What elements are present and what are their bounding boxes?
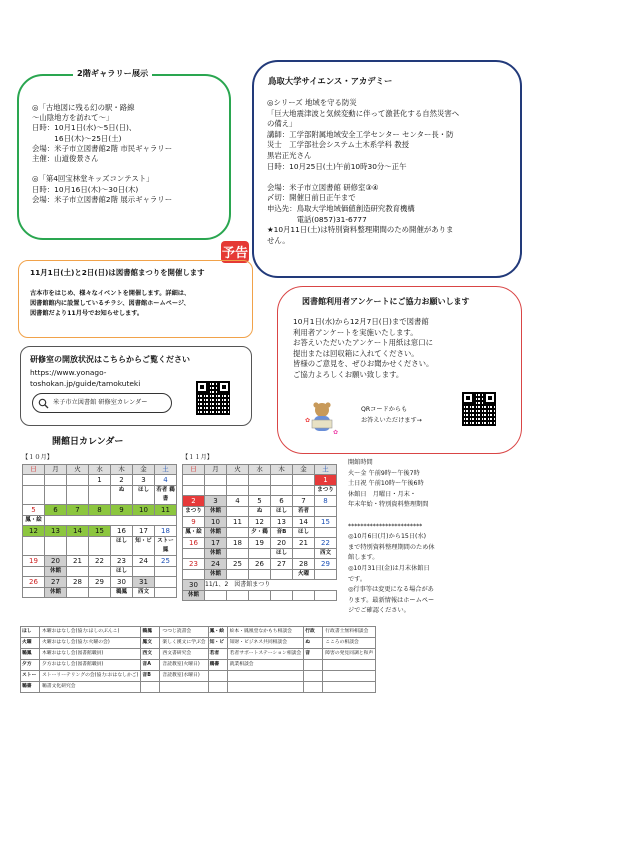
calendar-day: 25	[227, 559, 249, 570]
gallery-line: ◎「古地図に残る幻の駅・路線	[32, 103, 135, 112]
calendar-note	[183, 486, 205, 496]
calendar-note	[23, 567, 45, 577]
legend-desc: つつじ読書会	[160, 627, 208, 638]
calendar-day: 12	[249, 517, 271, 528]
survey-qr-note-line1: QRコードからも	[361, 406, 408, 413]
svg-text:✿: ✿	[333, 429, 339, 436]
calendar-day: 7	[293, 496, 315, 507]
hours-line: 館します。	[348, 554, 379, 562]
calendar-note: 休館	[45, 588, 67, 598]
calendar-note	[227, 486, 249, 496]
calendar-day: 30	[183, 580, 205, 591]
legend-key: 鵜書	[21, 682, 40, 693]
legend-desc: 楽しく漢文に学ぶ会	[160, 638, 208, 649]
calendar-note	[89, 537, 111, 556]
legend-desc: 木曜おはなし会(協力:ほしのぶんこ)	[40, 627, 141, 638]
calendar-day: 8	[315, 496, 337, 507]
calendar-note: 休館	[205, 507, 227, 517]
calendar-day: 23	[111, 556, 133, 567]
gallery-line: 16日(木)～25日(土)	[32, 133, 122, 143]
calendar-note: ほし	[271, 549, 293, 559]
calendar-day: 3	[133, 475, 155, 486]
weekday-header: 水	[249, 465, 271, 475]
legend-desc: 夕方おはなし会(図書館職員)	[40, 660, 141, 671]
calendar-note	[155, 567, 177, 577]
training-qr-code[interactable]	[196, 381, 230, 415]
training-search-bar[interactable]	[32, 393, 172, 413]
legend-key: ストー	[21, 671, 40, 682]
weekday-header: 木	[271, 465, 293, 475]
legend-desc: 西文書研究会	[160, 649, 208, 660]
calendar-day: 1	[89, 475, 111, 486]
hours-line: ◎10月6日(月)から15日(水)	[348, 533, 427, 541]
hours-line: まで特別資料整理期間のため休	[348, 543, 435, 551]
legend-desc	[227, 671, 304, 682]
academy-line: ★10月11日(土)は特別資料整理期間のため開催がありま	[267, 225, 454, 235]
legend-key: 音A	[141, 660, 160, 671]
svg-text:✿: ✿	[305, 417, 311, 424]
legend-desc: ストーリーテリングの会(協力:おはなしかご)	[40, 671, 141, 682]
calendar-day: 28	[293, 559, 315, 570]
calendar-day: 11	[155, 505, 177, 516]
calendar-day: 16	[111, 526, 133, 537]
legend-key: 鵜鳳	[141, 627, 160, 638]
calendar-day: 18	[155, 526, 177, 537]
calendar-note	[133, 567, 155, 577]
weekday-header: 木	[111, 465, 133, 475]
legend-desc: 木曜おはなし会(図書館職員)	[40, 649, 141, 660]
gallery-line: 日時：10月1日(水)～5日(日)、	[32, 123, 137, 133]
calendar-day: 26	[23, 577, 45, 588]
legend-key: ほし	[21, 627, 40, 638]
legend-key	[208, 682, 227, 693]
calendar-note: 若者	[293, 507, 315, 517]
legend-desc	[323, 660, 376, 671]
training-url-line1[interactable]: https://www.yonago-	[30, 368, 107, 377]
gallery-title: 2階ギャラリー展示	[73, 68, 152, 79]
calendar-day: 11	[227, 517, 249, 528]
legend-key: 夕方	[21, 660, 40, 671]
weekday-header: 月	[45, 465, 67, 475]
weekday-header: 水	[89, 465, 111, 475]
weekday-header: 日	[23, 465, 45, 475]
gallery-line: 主催：山道俊景さん	[32, 154, 99, 163]
legend-key: 音	[304, 649, 323, 660]
calendar-note	[89, 486, 111, 505]
weekday-header: 月	[205, 465, 227, 475]
calendar-note	[67, 486, 89, 505]
academy-line: 会場：米子市立図書館 研修室③④	[267, 182, 379, 192]
training-search-label: 米子市立図書館 研修室カレンダー	[53, 399, 148, 406]
calendar-day: 14	[67, 526, 89, 537]
calendar-note: ぬ	[111, 486, 133, 505]
calendar-note	[45, 516, 177, 526]
calendar-note	[183, 570, 205, 580]
calendar-day: 22	[315, 538, 337, 549]
legend-key: 鵜書	[208, 660, 227, 671]
calendar-note	[293, 591, 315, 601]
october-label: 【１０月】	[22, 454, 53, 461]
hours-line: 土日祝 午前10時～午後6時	[348, 480, 424, 488]
calendar-day: 9	[183, 517, 205, 528]
calendar-day: 19	[23, 556, 45, 567]
weekday-header: 土	[155, 465, 177, 475]
calendar-note	[249, 591, 271, 601]
calendar-note: 鳳・絵	[23, 516, 45, 526]
calendar-note: 西文	[315, 549, 337, 559]
calendar-day: 29	[315, 559, 337, 570]
legend-desc: 音読教室(火曜日)	[160, 660, 208, 671]
hours-line: 休館日 月曜日・月末・	[348, 490, 417, 498]
calendar-note	[205, 591, 227, 601]
calendar-day: 2	[183, 496, 205, 507]
academy-title: 鳥取大学サイエンス・アカデミー	[268, 76, 393, 86]
calendar-note	[67, 567, 89, 577]
weekday-header: 火	[67, 465, 89, 475]
hours-line: ◎行事等は変更になる場合があ	[348, 586, 434, 594]
legend-key	[208, 671, 227, 682]
calendar-day: 29	[89, 577, 111, 588]
legend-desc: 絵本・鳳凰堂なかもち相談会	[227, 627, 304, 638]
legend-key	[304, 671, 323, 682]
gallery-line: 会場：米子市立図書館2階 展示ギャラリー	[32, 194, 173, 204]
calendar-note: 休館	[183, 591, 205, 601]
calendar-note	[23, 588, 45, 598]
calendar-day: 24	[205, 559, 227, 570]
weekday-header: 土	[315, 465, 337, 475]
november-calendar	[182, 464, 337, 601]
october-calendar	[22, 464, 177, 598]
legend-desc: 行政書士無料相談会	[323, 627, 376, 638]
academy-line: 電話(0857)31-6777	[267, 214, 367, 224]
legend-key: 鳳・絵	[208, 627, 227, 638]
calendar-day: 6	[271, 496, 293, 507]
festival-line: 図書館だより11月号でお知らせします。	[30, 310, 144, 318]
calendar-note: 若者 鵜書	[155, 486, 177, 505]
calendar-day: 26	[249, 559, 271, 570]
academy-line: 災士 工学部社会システム土木系学科 教授	[267, 140, 410, 150]
hours-line: ************************	[348, 522, 423, 530]
weekday-header: 金	[293, 465, 315, 475]
calendar-note	[45, 537, 67, 556]
calendar-day: 10	[133, 505, 155, 516]
calendar-note: 鵜鳳	[111, 588, 133, 598]
calendar-note	[183, 549, 205, 559]
calendar-note	[315, 570, 337, 580]
calendar-day	[155, 577, 177, 588]
weekday-header: 火	[227, 465, 249, 475]
academy-line: 申込先：鳥取大学地域価値創造研究教育機構	[267, 204, 415, 213]
legend-key: 火曜	[21, 638, 40, 649]
calendar-day: 4	[155, 475, 177, 486]
calendar-note	[227, 528, 249, 538]
training-title: 研修室の開放状況はこちらからご覧ください	[30, 355, 190, 364]
november-label: 【１１月】	[182, 454, 213, 461]
calendar-note	[205, 486, 227, 496]
calendar-day: 27	[45, 577, 67, 588]
calendar-note	[293, 549, 315, 559]
gallery-line: 会場：米子市立図書館2階 市民ギャラリー	[32, 143, 173, 153]
calendar-note: 音B	[271, 528, 293, 538]
academy-line: 日時：10月25日(土)午前10時30分～正午	[267, 161, 407, 171]
calendar-day: 9	[111, 505, 133, 516]
reading-bear-icon	[300, 400, 342, 440]
academy-line: 〆切：開催日前日正午まで	[267, 193, 356, 203]
calendar-note	[227, 570, 249, 580]
calendar-note	[227, 549, 249, 559]
calendar-day: 8	[89, 505, 111, 516]
legend-key: 若者	[208, 649, 227, 660]
calendar-day: 5	[249, 496, 271, 507]
hours-line: です。	[348, 575, 367, 583]
calendar-day: 4	[227, 496, 249, 507]
calendar-day	[271, 475, 293, 486]
event-legend-table	[20, 626, 376, 693]
calendar-note: まつり	[315, 486, 337, 496]
gallery-line: 日時：10月16日(木)～30日(木)	[32, 184, 139, 194]
calendar-day: 10	[205, 517, 227, 528]
calendar-note	[271, 591, 293, 601]
svg-text:予告: 予告	[221, 246, 249, 261]
legend-desc: 音読教室(水曜日)	[160, 671, 208, 682]
legend-desc: 障害の発見同調と和声	[323, 649, 376, 660]
calendar-day: 23	[183, 559, 205, 570]
calendar-day: 18	[227, 538, 249, 549]
calendar-day	[183, 475, 205, 486]
calendar-note: 火曜	[293, 570, 315, 580]
legend-key: 知・ビ	[208, 638, 227, 649]
legend-key	[304, 682, 323, 693]
calendar-day: 7	[67, 505, 89, 516]
festival-line: 図書館館内に設置しているチラシ、図書館ホームページ、	[30, 300, 190, 308]
calendar-note	[89, 567, 111, 577]
calendar-day: 20	[271, 538, 293, 549]
calendar-note	[249, 570, 271, 580]
calendar-day: 21	[293, 538, 315, 549]
legend-desc	[323, 671, 376, 682]
legend-desc	[227, 682, 304, 693]
calendar-day	[227, 475, 249, 486]
weekday-header: 日	[183, 465, 205, 475]
calendar-day: 17	[133, 526, 155, 537]
calendar-day: 25	[155, 556, 177, 567]
calendar-note	[67, 588, 89, 598]
survey-line: 皆様のご意見を、ぜひお聞かせください。	[293, 359, 434, 369]
training-url-line2[interactable]: toshokan.jp/guide/tamokuteki	[30, 379, 141, 388]
calendar-day: 17	[205, 538, 227, 549]
calendar-day: 27	[271, 559, 293, 570]
legend-desc: 火曜おはなし会(協力:火曜の会)	[40, 638, 141, 649]
calendar-note: 休館	[205, 570, 227, 580]
hours-line: 開館時間	[348, 459, 373, 466]
legend-key: ぬ	[304, 638, 323, 649]
calendar-day: 15	[89, 526, 111, 537]
calendar-day: 28	[67, 577, 89, 588]
calendar-day	[249, 475, 271, 486]
weekday-header: 金	[133, 465, 155, 475]
calendar-note: 夕・鵜	[249, 528, 271, 538]
search-icon	[38, 398, 49, 409]
calendar-day: 6	[45, 505, 67, 516]
calendar-note: ストー鳳	[155, 537, 177, 556]
calendar-note	[67, 537, 89, 556]
calendar-day: 5	[23, 505, 45, 516]
survey-line: 利用者アンケートを実施いたします。	[293, 327, 418, 337]
calendar-day: 15	[315, 517, 337, 528]
survey-line: 提出または回収箱に入れてください。	[293, 348, 419, 358]
calendar-note: ほし	[111, 567, 133, 577]
festival-title: 11月1日(土)と2日(日)は図書館まつりを開催します	[30, 268, 205, 277]
calendar-day	[293, 475, 315, 486]
survey-line: ご協力よろしくお願い致します。	[293, 370, 404, 379]
academy-line: 黒岩正光さん	[267, 151, 312, 160]
legend-key	[141, 682, 160, 693]
calendar-note: ぬ	[249, 507, 271, 517]
academy-line: ◎シリーズ 地域を守る防災	[267, 98, 357, 107]
calendar-day	[67, 475, 89, 486]
gallery-line: ◎「第4回宝林堂キッズコンテスト」	[32, 174, 154, 184]
calendar-note	[227, 507, 249, 517]
calendar-note: 知・ビ	[133, 537, 155, 556]
festival-line: 古本市をはじめ、様々なイベントを開催します。詳細は、	[30, 290, 191, 297]
calendar-title: 開館日カレンダー	[52, 437, 124, 447]
legend-key: 行政	[304, 627, 323, 638]
calendar-note: 西文	[133, 588, 155, 598]
calendar-day	[45, 475, 67, 486]
survey-line: お答えいただいたアンケート用紙は窓口に	[293, 338, 433, 348]
calendar-note: ほし	[293, 528, 315, 538]
calendar-note: ほし	[133, 486, 155, 505]
calendar-note	[45, 486, 67, 505]
legend-key: 鳳文	[141, 638, 160, 649]
legend-desc: 就業相談会	[227, 660, 304, 671]
legend-desc: 鵜書文化研究会	[40, 682, 141, 693]
calendar-day: 22	[89, 556, 111, 567]
survey-qr-code[interactable]	[462, 392, 496, 426]
survey-line: 10月1日(水)から12月7日(日)まで図書館	[293, 317, 429, 326]
calendar-note	[315, 591, 337, 601]
calendar-note	[249, 549, 271, 559]
calendar-note	[315, 528, 337, 538]
legend-key	[304, 660, 323, 671]
calendar-note	[271, 486, 293, 496]
calendar-day: 3	[205, 496, 227, 507]
calendar-day: 31	[133, 577, 155, 588]
calendar-day: 13	[271, 517, 293, 528]
academy-line: せん。	[267, 235, 290, 245]
hours-line: ります。最新情報はホームペー	[348, 596, 435, 604]
calendar-day: 24	[133, 556, 155, 567]
legend-desc	[323, 682, 376, 693]
calendar-day: 19	[249, 538, 271, 549]
legend-desc: 知財・ビジネス共同相談会	[227, 638, 304, 649]
calendar-day: 21	[67, 556, 89, 567]
calendar-note	[155, 588, 177, 598]
academy-line: 講師：工学部附属地域安全工学センター センター長・防	[267, 129, 454, 139]
calendar-note: 休館	[205, 528, 227, 538]
calendar-day: 20	[45, 556, 67, 567]
calendar-note	[315, 507, 337, 517]
calendar-note	[227, 591, 249, 601]
calendar-day: 16	[183, 538, 205, 549]
calendar-day	[205, 475, 227, 486]
calendar-note: ほし	[111, 537, 133, 556]
gallery-line: ～山陰地方を訪れて～」	[32, 113, 114, 123]
calendar-note	[271, 570, 293, 580]
hours-line: 年末年始・特別資料整理期間	[348, 501, 429, 509]
legend-desc: こころの相談会	[323, 638, 376, 649]
calendar-day: 1	[315, 475, 337, 486]
legend-key: 西文	[141, 649, 160, 660]
legend-key: 鵜鳳	[21, 649, 40, 660]
calendar-note	[89, 588, 111, 598]
calendar-note: 休館	[205, 549, 227, 559]
survey-qr-note-line2: お答えいただけます→	[361, 417, 422, 424]
calendar-note	[23, 537, 45, 556]
legend-key: 音B	[141, 671, 160, 682]
calendar-day: 11/1、2 図書館まつり	[205, 581, 271, 588]
calendar-note	[293, 486, 315, 496]
calendar-day: 12	[23, 526, 45, 537]
calendar-day: 2	[111, 475, 133, 486]
calendar-day	[23, 475, 45, 486]
hours-line: ジでご確認ください。	[348, 607, 410, 615]
legend-desc: 若者サポートステーション相談会	[227, 649, 304, 660]
academy-line: 「巨大地震津波と気候変動に伴って激甚化する自然災害へ	[267, 108, 460, 118]
calendar-day: 30	[111, 577, 133, 588]
calendar-note: 鳳・絵	[183, 528, 205, 538]
calendar-note: 休館	[45, 567, 67, 577]
calendar-note: ほし	[271, 507, 293, 517]
academy-line: の備え」	[267, 119, 297, 129]
calendar-day: 14	[293, 517, 315, 528]
calendar-note	[23, 486, 45, 505]
survey-title: 図書館利用者アンケートにご協力お願いします	[302, 297, 470, 306]
calendar-note: まつり	[183, 507, 205, 517]
hours-line: ◎10月31日(金)は月末休館日	[348, 565, 430, 572]
legend-desc	[160, 682, 208, 693]
calendar-note	[249, 486, 271, 496]
hours-line: 火～金 午前9時～午後7時	[348, 469, 420, 477]
calendar-day: 13	[45, 526, 67, 537]
